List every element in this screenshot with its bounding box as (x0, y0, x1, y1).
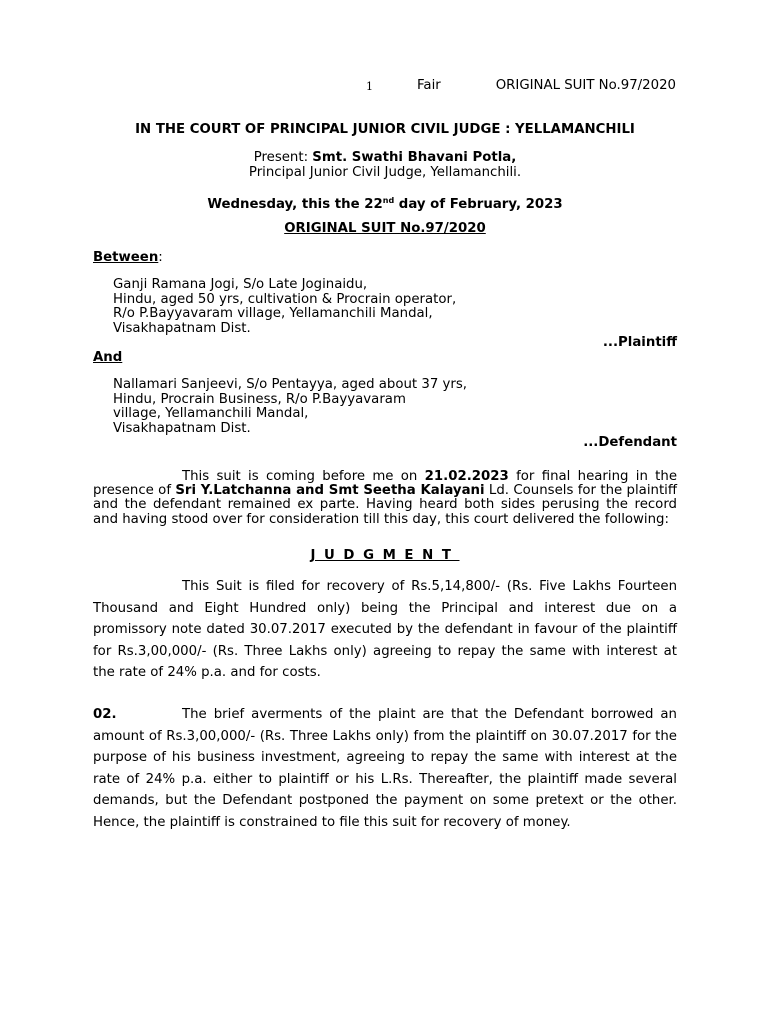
paragraph-1-text: This Suit is filed for recovery of Rs.5,14,800/- (Rs. Five Lakhs Fourteen Thousand and Eight Hundred only) being the Principal and interest due on a promissory note dated 30.07.2017 executed by the defendant in favour of the plaintiff for Rs.3,00,000/- (Rs. Three Lakhs only) agreeing to repay the same with interest at the rate of 24% p.a. and for costs. (93, 579, 677, 680)
between-label: Between (93, 250, 159, 265)
judge-name: Smt. Swathi Bhavani Potla, (312, 150, 517, 165)
intro-paragraph (93, 470, 677, 527)
plaintiff-role: ...Plaintiff (602, 335, 677, 350)
plaintiff-line: R/o P.Bayyavaram village, Yellamanchili Mandal, (113, 306, 433, 321)
date-prefix: Wednesday, this the 22 (207, 197, 383, 212)
defendant-line: village, Yellamanchili Mandal, (113, 406, 309, 421)
defendant-line: Hindu, Procrain Business, R/o P.Bayyavaram (113, 391, 406, 407)
paragraph-1 (93, 576, 677, 684)
plaintiff-details (113, 278, 456, 336)
defendant-details (113, 378, 467, 436)
court-title: IN THE COURT OF PRINCIPAL JUNIOR CIVIL JUDGE : YELLAMANCHILI (135, 122, 635, 137)
fair-label: Fair (417, 78, 441, 93)
page-header (0, 78, 768, 96)
defendant-line: Nallamari Sanjeevi, S/o Pentayya, aged about 37 yrs, (113, 377, 468, 392)
judgment-heading: JUDGMENT (310, 548, 460, 563)
paragraph-number: 02. (93, 707, 117, 722)
paragraph-2 (93, 704, 677, 833)
counsel-names: Sri Y.Latchanna and Smt Seetha Kalayani (175, 483, 485, 499)
paragraph-2-text: The brief averments of the plaint are that the Defendant borrowed an amount of Rs.3,00,000/- (Rs. Three Lakhs only) from the plaintiff on 30.07.2017 for the purpose of his business investment, agreeing to repay the same with interest at the rate of 24% p.a. either to plaintiff or his L.Rs. Thereafter, the plaintiff made several demands, but the Defendant postponed the payment on some pretext or the other. Hence, the plaintiff is constrained to file this suit for recovery of money. (93, 707, 677, 830)
between-heading (93, 250, 163, 265)
intro-text: This suit is coming before me on (182, 469, 425, 484)
suit-title: ORIGINAL SUIT No.97/2020 (284, 221, 486, 236)
header-suit-reference: ORIGINAL SUIT No.97/2020 (495, 78, 676, 93)
present-block (93, 150, 677, 180)
judge-designation: Principal Junior Civil Judge, Yellamanchili. (248, 165, 522, 180)
intro-text: Ld. Counsels for the plaintiff and the defendant remained ex parte. Having heard both sides perusing the record and having stood over for consideration till this day, this court delivered the following: (93, 483, 678, 527)
hearing-date: 21.02.2023 (424, 469, 509, 484)
and-heading: And (93, 350, 123, 365)
defendant-role: ...Defendant (583, 435, 677, 450)
plaintiff-line: Visakhapatnam Dist. (113, 320, 251, 336)
date-ordinal: nd (382, 196, 395, 205)
defendant-line: Visakhapatnam Dist. (113, 420, 251, 436)
plaintiff-line: Ganji Ramana Jogi, S/o Late Joginaidu, (113, 277, 368, 292)
plaintiff-line: Hindu, aged 50 yrs, cultivation & Procrain operator, (113, 291, 457, 307)
date-suffix: day of February, 2023 (394, 197, 563, 212)
between-colon: : (158, 250, 163, 265)
intro-text: for final hearing in the presence of (93, 469, 677, 499)
judgment-date (93, 193, 677, 212)
present-label: Present: (253, 150, 313, 165)
page-number: 1 (366, 80, 373, 93)
